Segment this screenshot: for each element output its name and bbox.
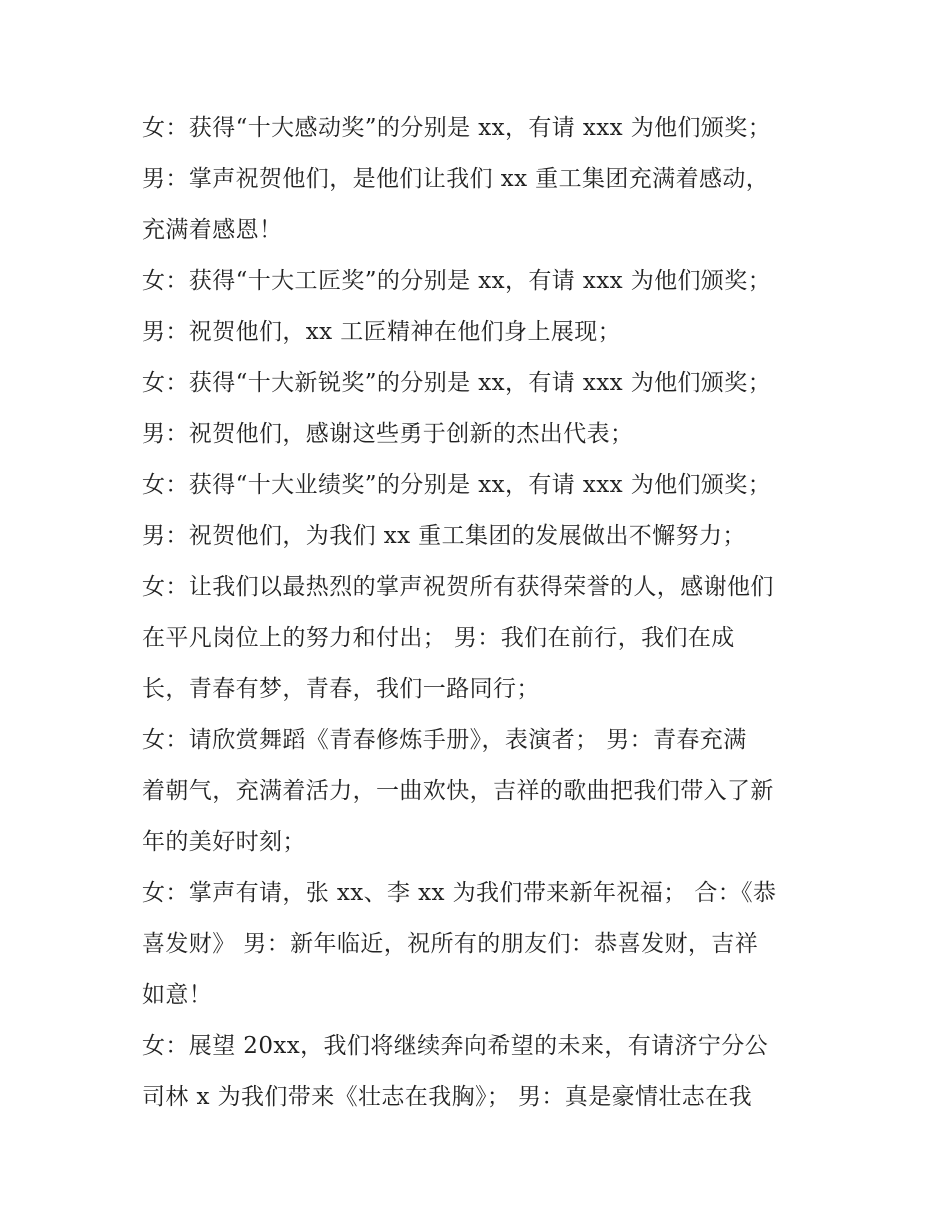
text-line: 女：展望 20xx，我们将继续奔向希望的未来，有请济宁分公 [142,1033,769,1059]
text-line: 男：祝贺他们，为我们 xx 重工集团的发展做出不懈努力； [142,523,746,549]
text-line: 女：获得“十大工匠奖”的分别是 xx，有请 xxx 为他们颁奖； [142,268,772,294]
text-line: 女：获得“十大业绩奖”的分别是 xx，有请 xxx 为他们颁奖； [142,472,772,498]
text-line: 女：掌声有请，张 xx、李 xx 为我们带来新年祝福； 合：《恭 [142,880,777,906]
text-line: 着朝气，充满着活力，一曲欢快，吉祥的歌曲把我们带入了新 [142,778,774,804]
text-line: 长，青春有梦，青春，我们一路同行； [142,676,540,702]
document-body [142,103,822,1123]
text-line: 男：祝贺他们，xx 工匠精神在他们身上展现； [142,319,622,345]
text-line: 男：祝贺他们，感谢这些勇于创新的杰出代表； [142,421,634,447]
text-line: 如意！ [142,982,213,1008]
text-line: 女：获得“十大新锐奖”的分别是 xx，有请 xxx 为他们颁奖； [142,370,772,396]
text-line: 在平凡岗位上的努力和付出； 男：我们在前行，我们在成 [142,625,735,651]
text-line: 喜发财》 男：新年临近，祝所有的朋友们：恭喜发财，吉祥 [142,931,759,957]
text-line: 女：获得“十大感动奖”的分别是 xx，有请 xxx 为他们颁奖； [142,115,772,141]
text-line: 男：掌声祝贺他们，是他们让我们 xx 重工集团充满着感动， [142,166,770,192]
text-line: 女：让我们以最热烈的掌声祝贺所有获得荣誉的人，感谢他们 [142,574,774,600]
text-line: 年的美好时刻； [142,829,306,855]
text-line: 充满着感恩！ [142,217,283,243]
text-line: 女：请欣赏舞蹈《青春修炼手册》，表演者； 男：青春充满 [142,727,747,753]
text-line: 司林 x 为我们带来《壮志在我胸》； 男：真是豪情壮志在我 [142,1084,753,1110]
